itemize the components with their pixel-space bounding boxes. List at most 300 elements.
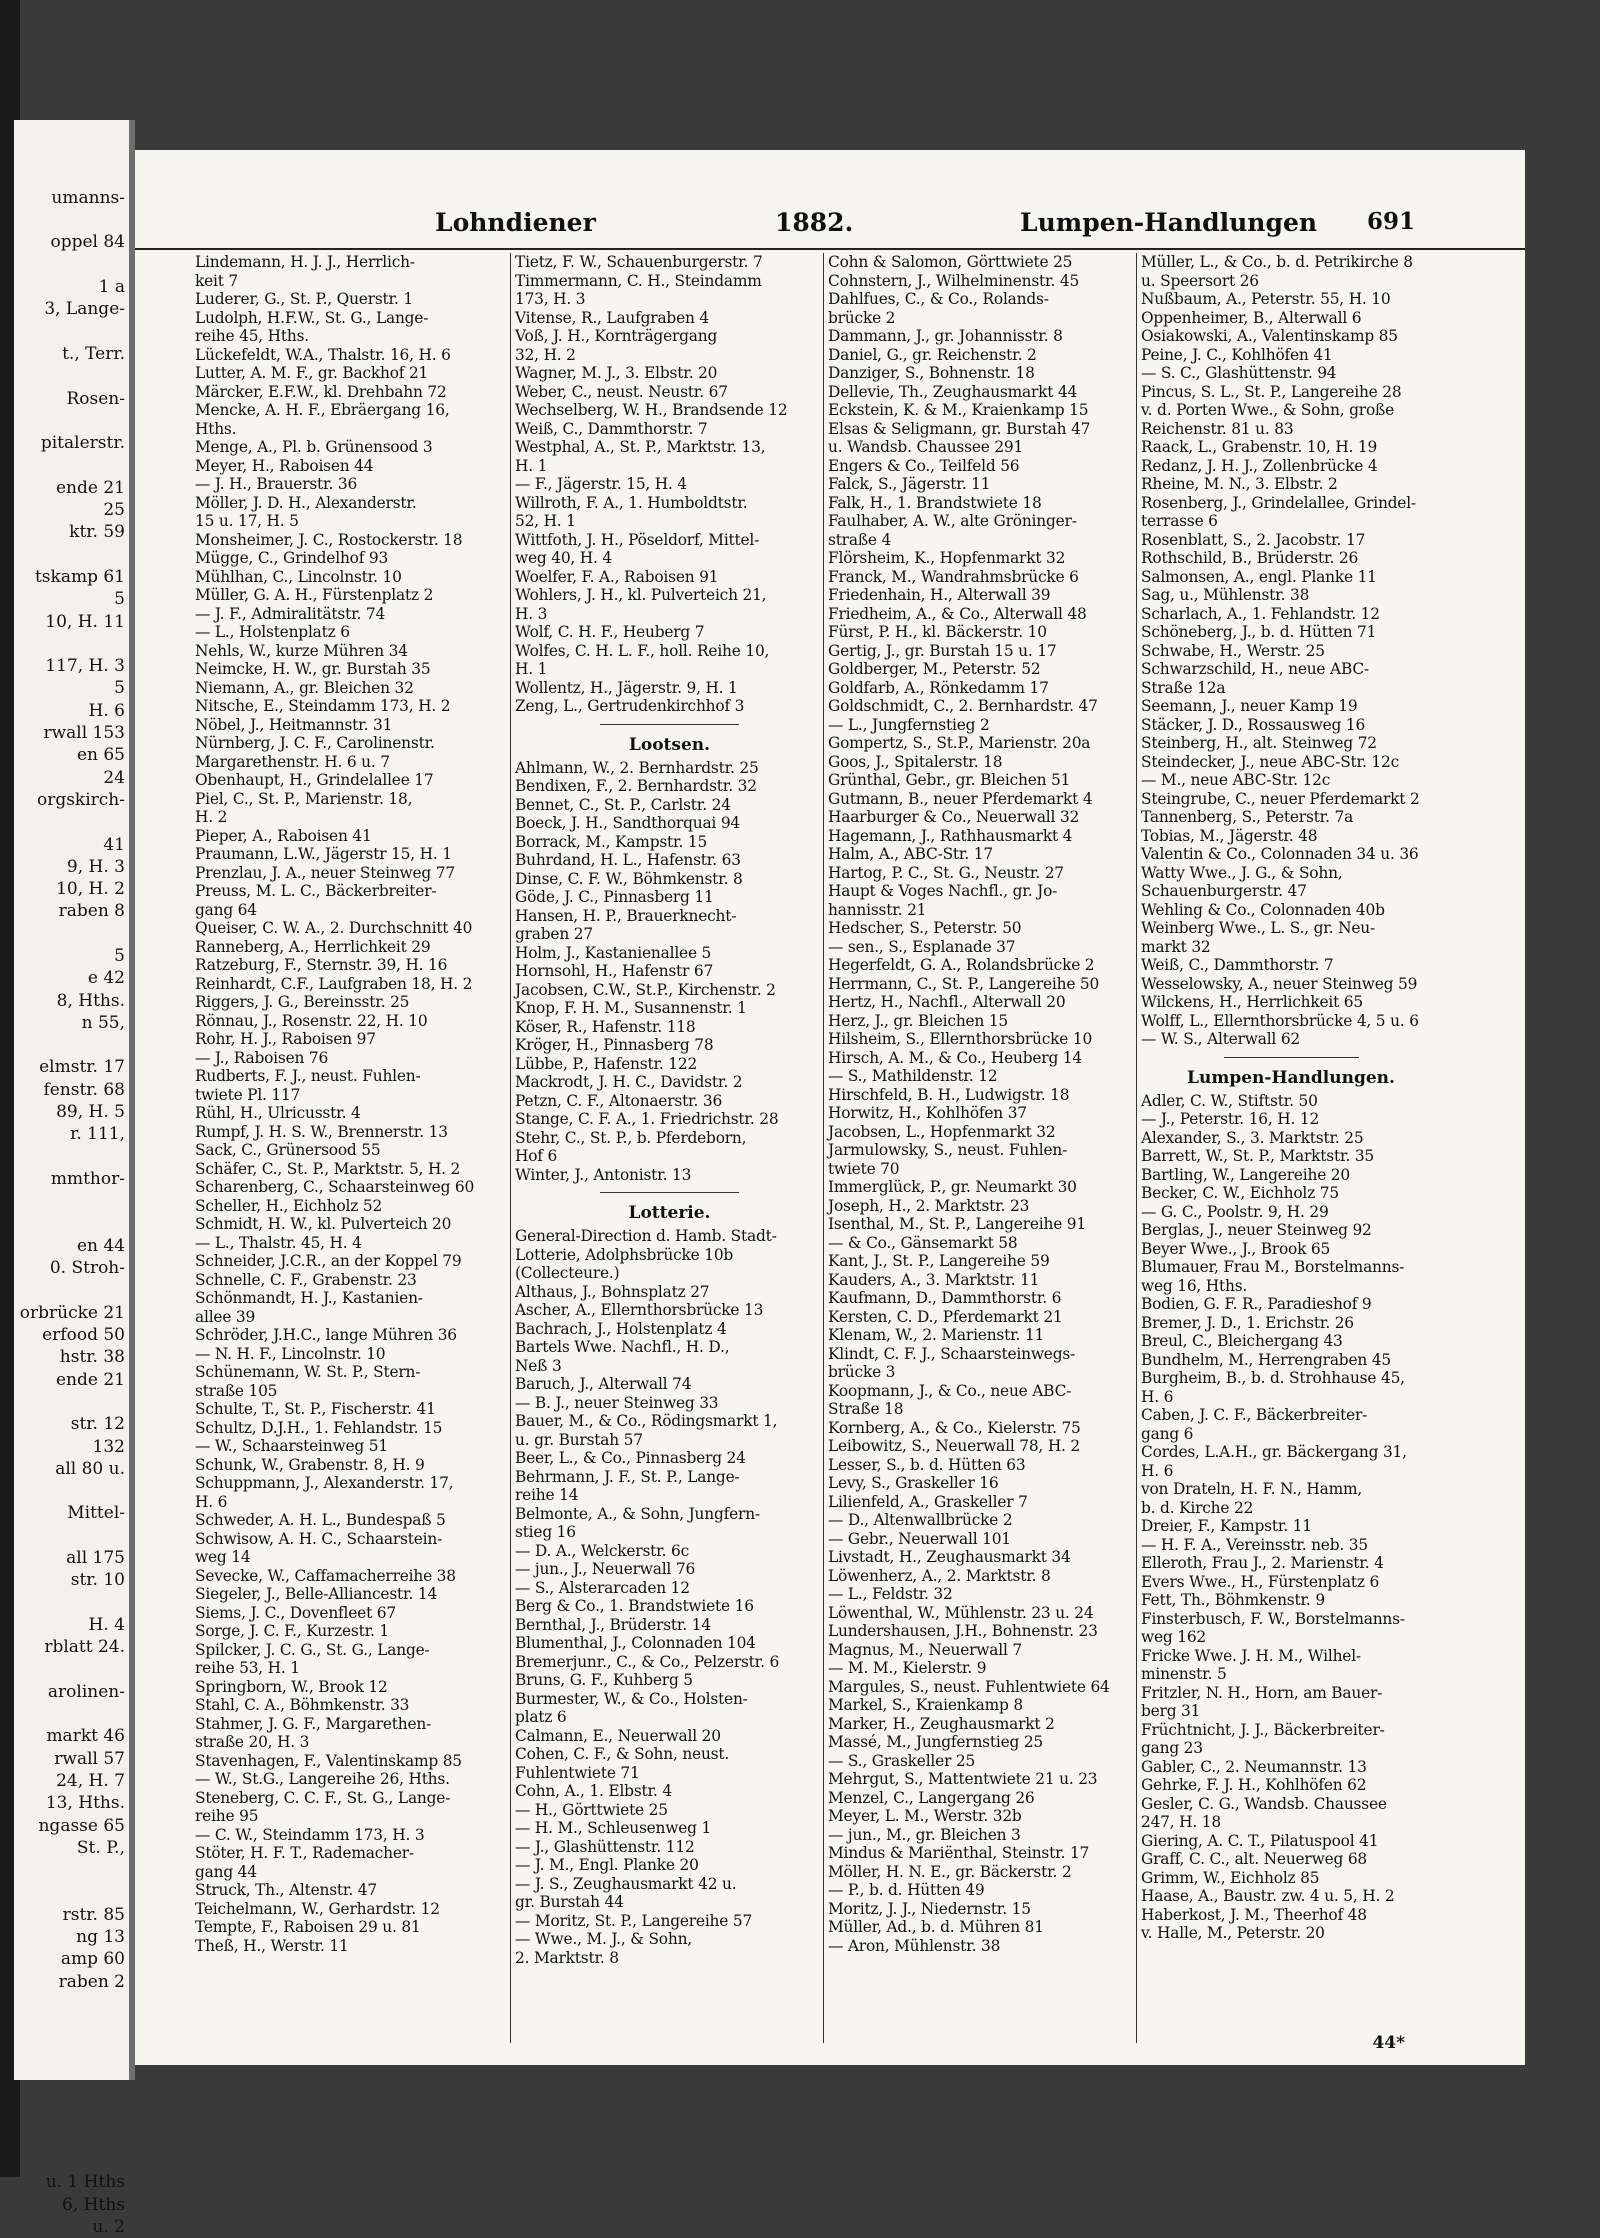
directory-entry: Grünthal, Gebr., gr. Bleichen 51: [828, 771, 1071, 789]
directory-entry: Kaufmann, D., Dammthorstr. 6: [828, 1289, 1062, 1307]
column-3: [823, 253, 1137, 2043]
left-page-line: 10, H. 11: [45, 611, 125, 632]
directory-entry: Mühlhan, C., Lincolnstr. 10: [195, 567, 402, 586]
directory-entry: u. gr. Burstah 57: [515, 1430, 643, 1449]
directory-entry: Isenthal, M., St. P., Langereihe 91: [828, 1215, 1086, 1233]
directory-entry: reihe 45, Hths.: [195, 327, 309, 345]
directory-entry: 173, H. 3: [515, 290, 586, 308]
directory-entry: Hirsch, A. M., & Co., Heuberg 14: [828, 1048, 1082, 1067]
left-page-line: str. 10: [70, 1570, 125, 1591]
left-page-line: [14, 544, 129, 566]
left-page-line: ng 13: [76, 1927, 125, 1948]
directory-entry: Stahl, C. A., Böhmkenstr. 33: [195, 1696, 410, 1714]
directory-entry: Wehling & Co., Colonnaden 40b: [1141, 900, 1385, 919]
left-page-line: 89, H. 5: [56, 1102, 125, 1123]
directory-entry: — C. W., Steindamm 173, H. 3: [195, 1825, 425, 1844]
directory-entry: Mencke, A. H. F., Ebräergang 16,: [195, 401, 450, 419]
left-page-line: [14, 120, 129, 142]
left-page-line: 10, H. 2: [56, 879, 125, 900]
directory-entry: platz 6: [515, 1708, 567, 1726]
directory-entry: Wolfes, C. H. L. F., holl. Reihe 10,: [515, 641, 770, 660]
directory-entry: Schöneberg, J., b. d. Hütten 71: [1141, 623, 1377, 641]
left-page-line: [14, 410, 129, 432]
directory-entry: Bremerjunr., C., & Co., Pelzerstr. 6: [515, 1652, 780, 1671]
left-page-line: Mittel-: [67, 1503, 125, 1524]
directory-entry: gang 64: [195, 900, 257, 919]
left-page-line: 24: [103, 767, 125, 788]
directory-entry: Cohn & Salomon, Görttwiete 25: [828, 253, 1073, 271]
directory-entry: Schweder, A. H. L., Bundespaß 5: [195, 1511, 446, 1529]
directory-entry: Osiakowski, A., Valentinskamp 85: [1141, 327, 1398, 345]
directory-entry: Knop, F. H. M., Susannenstr. 1: [515, 999, 747, 1017]
left-page-line: [14, 365, 129, 387]
directory-entry: Scharlach, A., 1. Fehlandstr. 12: [1141, 604, 1380, 623]
directory-entry: Redanz, J. H. J., Zollenbrücke 4: [1141, 456, 1378, 475]
directory-entry: Breul, C., Bleichergang 43: [1141, 1332, 1343, 1350]
directory-entry: Gesler, C. G., Wandsb. Chaussee: [1141, 1794, 1387, 1813]
directory-entry: Hedscher, S., Peterstr. 50: [828, 919, 1022, 937]
directory-entry: Luderer, G., St. P., Querstr. 1: [195, 290, 413, 308]
directory-entry: Cohn, A., 1. Elbstr. 4: [515, 1782, 672, 1800]
directory-entry: Dahlfues, C., & Co., Rolands-: [828, 290, 1049, 308]
directory-entry: Rönnau, J., Rosenstr. 22, H. 10: [195, 1011, 428, 1030]
directory-entry: Neimcke, H. W., gr. Burstah 35: [195, 660, 431, 678]
left-page-line: 8, Hths.: [56, 990, 125, 1011]
directory-entry: Pieper, A., Raboisen 41: [195, 826, 372, 845]
left-page-line: [14, 454, 129, 476]
directory-entry: Schauenburgerstr. 47: [1141, 882, 1307, 900]
directory-entry: Sag, u., Mühlenstr. 38: [1141, 586, 1310, 604]
directory-entry: Wechselberg, W. H., Brandsende 12: [515, 401, 788, 419]
directory-entry: H. 6: [1141, 1461, 1174, 1480]
directory-entry: von Drateln, H. F. N., Hamm,: [1141, 1480, 1363, 1498]
left-page-line: 5: [114, 945, 125, 966]
directory-entry: Buhrdand, H. L., Hafenstr. 63: [515, 851, 741, 869]
section-heading: Lootsen.: [628, 734, 711, 755]
left-page-line: en 44: [76, 1235, 125, 1256]
left-page-line: orgskirch-: [36, 789, 125, 810]
left-page-line: 9, H. 3: [66, 856, 125, 877]
directory-entry: Menge, A., Pl. b. Grünensood 3: [195, 438, 433, 456]
directory-entry: Weinberg Wwe., L. S., gr. Neu-: [1141, 919, 1376, 937]
left-page-line: en 65: [76, 745, 125, 766]
directory-entry: — jun., J., Neuerwall 76: [515, 1560, 696, 1578]
left-page-line: ende 21: [56, 1369, 125, 1390]
column-1: [195, 253, 508, 2043]
directory-entry: Reinhardt, C.F., Laufgraben 18, H. 2: [195, 974, 473, 993]
directory-entry: Danziger, S., Bohnenstr. 18: [828, 364, 1035, 382]
header-section-title: Lumpen-Handlungen: [1020, 208, 1318, 237]
directory-entry: H. 1: [515, 456, 548, 475]
directory-entry: — N. H. F., Lincolnstr. 10: [195, 1344, 386, 1363]
directory-entry: Tobias, M., Jägerstr. 48: [1141, 826, 1318, 845]
directory-entry: — J., Glashüttenstr. 112: [515, 1837, 695, 1856]
directory-entry: Goldfarb, A., Rönkedamm 17: [828, 678, 1049, 697]
directory-entry: Baruch, J., Alterwall 74: [515, 1375, 692, 1393]
directory-entry: Hagemann, J., Rathhausmarkt 4: [828, 826, 1073, 845]
directory-entry: Elleroth, Frau J., 2. Marienstr. 4: [1141, 1554, 1384, 1572]
directory-entry: Neß 3: [515, 1356, 562, 1375]
directory-entry: Struck, Th., Altenstr. 47: [195, 1881, 377, 1899]
directory-entry: Mehrgut, S., Mattentwiete 21 u. 23: [828, 1770, 1098, 1788]
directory-entry: Belmonte, A., & Sohn, Jungfern-: [515, 1504, 760, 1523]
directory-entry: gang 23: [1141, 1739, 1203, 1757]
directory-entry: Cohnstern, J., Wilhelminenstr. 45: [828, 271, 1080, 290]
directory-entry: — G. C., Poolstr. 9, H. 29: [1141, 1202, 1329, 1221]
directory-entry: — J. H., Brauerstr. 36: [195, 475, 358, 493]
left-page-line: 3, Lange-: [44, 299, 125, 320]
directory-entry: Petzn, C. F., Altonaerstr. 36: [515, 1091, 723, 1110]
directory-entry: Schwarzschild, H., neue ABC-: [1141, 660, 1369, 678]
directory-entry: Stehr, C., St. P., b. Pferdeborn,: [515, 1128, 747, 1147]
directory-entry: Friedenhain, H., Alterwall 39: [828, 586, 1051, 604]
directory-entry: Lindemann, H. J. J., Herrlich-: [195, 253, 415, 271]
left-page-line: 41: [103, 834, 125, 855]
directory-entry: — Aron, Mühlenstr. 38: [828, 1936, 1001, 1955]
page-number: 691: [1367, 208, 1416, 235]
directory-entry: — H. M., Schleusenweg 1: [515, 1819, 712, 1837]
left-page-line: [14, 633, 129, 655]
directory-entry: Wilckens, H., Herrlichkeit 65: [1141, 993, 1363, 1011]
left-page-line: Rosen-: [66, 388, 125, 409]
directory-entry: weg 40, H. 4: [515, 549, 612, 567]
directory-entry: — H. F. A., Vereinsstr. neb. 35: [1141, 1535, 1368, 1554]
directory-entry: H. 2: [195, 808, 228, 826]
left-page-line: e 42: [87, 968, 125, 989]
directory-entry: Voß, J. H., Kornträgergang: [515, 327, 718, 345]
directory-entry: Herrmann, C., St. P., Langereihe 50: [828, 974, 1100, 993]
directory-entry: — L., Holstenplatz 6: [195, 623, 350, 641]
directory-entry: Haase, A., Baustr. zw. 4 u. 5, H. 2: [1141, 1887, 1395, 1905]
left-page-line: [14, 811, 129, 833]
left-page-line: fenstr. 68: [43, 1079, 125, 1100]
directory-columns: [195, 253, 1495, 2043]
directory-entry: — J. F., Admiralitätstr. 74: [195, 604, 386, 623]
left-page-line: rwall 57: [54, 1748, 125, 1769]
directory-entry: Mackrodt, J. H. C., Davidstr. 2: [515, 1073, 743, 1091]
directory-entry: Schönmandt, H. J., Kastanien-: [195, 1289, 423, 1307]
directory-entry: Rosenberg, J., Grindelallee, Grindel-: [1141, 493, 1416, 512]
directory-entry: Beer, L., & Co., Pinnasberg 24: [515, 1449, 746, 1467]
directory-entry: Nürnberg, J. C. F., Carolinenstr.: [195, 734, 435, 752]
directory-entry: Haarburger & Co., Neuerwall 32: [828, 808, 1080, 826]
directory-entry: Bernthal, J., Brüderstr. 14: [515, 1615, 711, 1634]
directory-entry: Theß, H., Werstr. 11: [195, 1936, 349, 1955]
directory-entry: Berglas, J., neuer Steinweg 92: [1141, 1221, 1372, 1239]
directory-entry: Schneider, J.C.R., an der Koppel 79: [195, 1252, 462, 1270]
directory-entry: Friedheim, A., & Co., Alterwall 48: [828, 604, 1087, 623]
directory-entry: Goos, J., Spitalerstr. 18: [828, 752, 1003, 771]
directory-entry: Siems, J. C., Dovenfleet 67: [195, 1603, 396, 1622]
directory-entry: H. 3: [515, 604, 548, 623]
directory-entry: v. Halle, M., Peterstr. 20: [1141, 1924, 1325, 1942]
left-page-line: [14, 1146, 129, 1168]
directory-entry: Queiser, C. W. A., 2. Durchschnitt 40: [195, 919, 473, 937]
directory-entry: — L., Jungfernstieg 2: [828, 715, 990, 734]
left-page-line: u. 2: [92, 2216, 125, 2237]
directory-entry: Stöter, H. F. T., Rademacher-: [195, 1844, 414, 1862]
directory-entry: Reichenstr. 81 u. 83: [1141, 419, 1294, 438]
directory-entry: Peine, J. C., Kohlhöfen 41: [1141, 345, 1333, 364]
left-page-line: all 175: [66, 1548, 125, 1568]
left-page-line: 132: [92, 1436, 125, 1457]
directory-entry: Holm, J., Kastanienallee 5: [515, 943, 712, 962]
directory-entry: Dammann, J., gr. Johannisstr. 8: [828, 327, 1063, 345]
left-page-line: raben 2: [58, 1971, 125, 1992]
directory-entry: weg 162: [1141, 1628, 1207, 1646]
directory-entry: Kornberg, A., & Co., Kielerstr. 75: [828, 1418, 1081, 1437]
directory-entry: Ranneberg, A., Herrlichkeit 29: [195, 937, 431, 956]
left-page-line: rwall 153: [43, 723, 125, 744]
left-page-line: 13, Hths.: [45, 1793, 125, 1814]
directory-entry: Raack, L., Grabenstr. 10, H. 19: [1141, 438, 1378, 456]
directory-entry: Müller, Ad., b. d. Mühren 81: [828, 1918, 1044, 1936]
directory-entry: Valentin & Co., Colonnaden 34 u. 36: [1141, 845, 1419, 863]
directory-entry: — J., Raboisen 76: [195, 1048, 329, 1067]
left-page-line: H. 4: [88, 1614, 125, 1635]
directory-entry: Löwenherz, A., 2. Marktstr. 8: [828, 1566, 1051, 1585]
directory-entry: Fritzler, N. H., Horn, am Bauer-: [1141, 1683, 1383, 1702]
directory-entry: Gertig, J., gr. Burstah 15 u. 17: [828, 641, 1057, 660]
directory-entry: Haberkost, J. M., Theerhof 48: [1141, 1905, 1367, 1924]
left-page-line: [14, 1525, 129, 1547]
directory-entry: 2. Marktstr. 8: [515, 1948, 619, 1967]
header-left-title: Lohndiener: [435, 208, 596, 237]
directory-entry: weg 16, Hths.: [1141, 1276, 1248, 1295]
directory-entry: markt 32: [1141, 937, 1211, 956]
directory-entry: Willroth, F. A., 1. Humboldtstr.: [515, 493, 748, 512]
directory-entry: graben 27: [515, 925, 593, 943]
directory-entry: Hansen, H. P., Brauerknecht-: [515, 906, 737, 925]
directory-entry: Hirschfeld, B. H., Ludwigstr. 18: [828, 1085, 1070, 1104]
directory-entry: Praumann, L.W., Jägerstr 15, H. 1: [195, 845, 452, 863]
directory-entry: Adler, C. W., Stiftstr. 50: [1141, 1091, 1318, 1110]
directory-entry: — P., b. d. Hütten 49: [828, 1881, 985, 1899]
directory-entry: 52, H. 1: [515, 512, 576, 530]
directory-entry: Bremer, J. D., 1. Erichstr. 26: [1141, 1313, 1354, 1332]
directory-entry: Tannenberg, S., Peterstr. 7a: [1141, 808, 1354, 826]
directory-entry: Rumpf, J. H. S. W., Brennerstr. 13: [195, 1122, 448, 1141]
left-page-line: [14, 209, 129, 231]
left-page-line: hstr. 38: [59, 1347, 125, 1368]
directory-entry: Jacobsen, L., Hopfenmarkt 32: [828, 1122, 1056, 1141]
left-page-line: [14, 1213, 129, 1235]
left-page-line: 25: [103, 500, 125, 521]
left-page-line: [14, 1658, 129, 1680]
directory-entry: Riggers, J. G., Bereinsstr. 25: [195, 993, 410, 1011]
directory-entry: reihe 14: [515, 1486, 579, 1504]
directory-entry: hannisstr. 21: [828, 900, 927, 919]
left-page-line: [14, 1480, 129, 1502]
directory-entry: Bennet, C., St. P., Carlstr. 24: [515, 795, 731, 814]
directory-entry: straße 105: [195, 1381, 278, 1400]
directory-entry: (Collecteure.): [515, 1264, 620, 1282]
directory-entry: Bartling, W., Langereihe 20: [1141, 1165, 1350, 1184]
left-page-line: 24, H. 7: [56, 1770, 125, 1791]
directory-entry: Barrett, W., St. P., Marktstr. 35: [1141, 1147, 1375, 1165]
directory-entry: Ludolph, H.F.W., St. G., Lange-: [195, 308, 429, 327]
directory-entry: General-Direction d. Hamb. Stadt-: [515, 1227, 777, 1245]
directory-entry: 32, H. 2: [515, 345, 576, 364]
directory-entry: Alexander, S., 3. Marktstr. 25: [1141, 1128, 1364, 1147]
left-page-line: 6, Hths: [62, 2194, 125, 2215]
directory-entry: Dellevie, Th., Zeughausmarkt 44: [828, 382, 1078, 401]
section-heading: Lumpen-Handlungen.: [1187, 1067, 1395, 1088]
directory-entry: Elsas & Seligmann, gr. Burstah 47: [828, 419, 1091, 438]
section-divider: [1224, 1057, 1359, 1058]
directory-entry: Meyer, L. M., Werstr. 32b: [828, 1807, 1022, 1825]
directory-entry: Schultz, D.J.H., 1. Fehlandstr. 15: [195, 1418, 443, 1437]
directory-entry: Wollentz, H., Jägerstr. 9, H. 1: [515, 678, 738, 697]
left-page-line: [14, 1881, 129, 1903]
directory-entry: Klenam, W., 2. Marienstr. 11: [828, 1326, 1045, 1344]
left-page-line: [14, 2060, 129, 2082]
left-page-line: str. 12: [70, 1414, 125, 1435]
directory-entry: Watty Wwe., J. G., & Sohn,: [1141, 863, 1343, 882]
left-page-line: ngasse 65: [38, 1815, 125, 1836]
directory-entry: — W., Schaarsteinweg 51: [195, 1437, 388, 1455]
directory-entry: weg 14: [195, 1548, 251, 1566]
directory-entry: Wittfoth, J. H., Pöseldorf, Mittel-: [515, 530, 760, 549]
directory-entry: Schwabe, H., Werstr. 25: [1141, 641, 1325, 660]
directory-entry: Timmermann, C. H., Steindamm: [515, 271, 762, 290]
directory-entry: Sack, C., Grünersood 55: [195, 1141, 381, 1159]
directory-entry: Hegerfeldt, G. A., Rolandsbrücke 2: [828, 956, 1095, 974]
directory-entry: Graff, C. C., alt. Neuerweg 68: [1141, 1850, 1368, 1868]
directory-entry: Siegeler, J., Belle-Alliancestr. 14: [195, 1585, 438, 1603]
directory-entry: Stäcker, J. D., Rossausweg 16: [1141, 715, 1366, 734]
directory-entry: — & Co., Gänsemarkt 58: [828, 1233, 1018, 1252]
left-page-line: n 55,: [81, 1012, 125, 1033]
directory-entry: Dinse, C. F. W., Böhmkenstr. 8: [515, 869, 743, 888]
directory-entry: Levy, S., Graskeller 16: [828, 1474, 999, 1492]
directory-entry: Teichelmann, W., Gerhardstr. 12: [195, 1899, 440, 1918]
left-page-line: [14, 2127, 129, 2149]
left-page-line: [14, 1391, 129, 1413]
directory-entry: — J., Peterstr. 16, H. 12: [1141, 1110, 1320, 1128]
directory-entry: Nußbaum, A., Peterstr. 55, H. 10: [1141, 290, 1391, 308]
directory-entry: v. d. Porten Wwe., & Sohn, große: [1141, 401, 1394, 419]
directory-entry: — F., Jägerstr. 15, H. 4: [515, 475, 688, 493]
directory-entry: Wesselowsky, A., neuer Steinweg 59: [1141, 974, 1418, 993]
section-divider: [600, 724, 739, 725]
directory-entry: Falck, S., Jägerstr. 11: [828, 475, 991, 493]
directory-entry: — L., Thalstr. 45, H. 4: [195, 1233, 362, 1252]
directory-entry: Scheller, H., Eichholz 52: [195, 1196, 383, 1215]
directory-entry: H. 6: [1141, 1387, 1174, 1406]
left-page-line: r. 111,: [70, 1124, 125, 1145]
directory-entry: straße 20, H. 3: [195, 1733, 310, 1751]
directory-entry: brücke 2: [828, 308, 896, 327]
directory-entry: Gehrke, F. J. H., Kohlhöfen 62: [1141, 1776, 1367, 1794]
left-page-line: raben 8: [58, 901, 125, 922]
directory-entry: Wagner, M. J., 3. Elbstr. 20: [515, 364, 718, 382]
directory-entry: Scharenberg, C., Schaarsteinweg 60: [195, 1178, 475, 1196]
directory-entry: Becker, C. W., Eichholz 75: [1141, 1184, 1339, 1202]
directory-entry: 247, H. 18: [1141, 1813, 1221, 1831]
directory-entry: Althaus, J., Bohnsplatz 27: [515, 1282, 710, 1301]
directory-entry: Livstadt, H., Zeughausmarkt 34: [828, 1548, 1071, 1566]
directory-entry: Jacobsen, C.W., St.P., Kirchenstr. 2: [515, 980, 776, 999]
directory-entry: Göde, J. C., Pinnasberg 11: [515, 888, 714, 906]
directory-entry: Bartels Wwe. Nachfl., H. D.,: [515, 1338, 730, 1356]
directory-entry: — S., Alsterarcaden 12: [515, 1578, 690, 1597]
left-page-line: arolinen-: [47, 1681, 125, 1702]
directory-entry: Faulhaber, A. W., alte Gröninger-: [828, 512, 1077, 530]
directory-entry: Behrmann, J. F., St. P., Lange-: [515, 1467, 740, 1486]
directory-entry: Schnelle, C. F., Grabenstr. 23: [195, 1270, 417, 1289]
previous-page-fragment: [14, 120, 132, 2237]
directory-entry: Schmidt, H. W., kl. Pulverteich 20: [195, 1215, 452, 1233]
directory-entry: Lübbe, P., Hafenstr. 122: [515, 1054, 698, 1073]
directory-entry: Sevecke, W., Caffamacherreihe 38: [195, 1566, 456, 1585]
directory-entry: Finsterbusch, F. W., Borstelmanns-: [1141, 1609, 1405, 1628]
directory-entry: Straße 18: [828, 1400, 904, 1418]
directory-entry: Vitense, R., Laufgraben 4: [515, 308, 709, 327]
directory-entry: Horwitz, H., Kohlhöfen 37: [828, 1104, 1027, 1122]
directory-entry: Margules, S., neust. Fuhlentwiete 64: [828, 1677, 1110, 1696]
directory-entry: Schuppmann, J., Alexanderstr. 17,: [195, 1474, 454, 1492]
directory-entry: Möller, H. N. E., gr. Bäckerstr. 2: [828, 1862, 1072, 1881]
section-heading: Lotterie.: [628, 1203, 711, 1223]
directory-entry: Seemann, J., neuer Kamp 19: [1141, 697, 1358, 715]
directory-entry: Wolf, C. H. F., Heuberg 7: [515, 623, 705, 641]
directory-entry: Gutmann, B., neuer Pferdemarkt 4: [828, 789, 1093, 808]
directory-entry: Mindus & Mariënthal, Steinstr. 17: [828, 1844, 1090, 1862]
left-page-line: markt 46: [46, 1726, 125, 1747]
left-page-line: 1 a: [98, 277, 125, 298]
directory-entry: Moritz, J. J., Niedernstr. 15: [828, 1899, 1031, 1918]
directory-entry: Falk, H., 1. Brandstwiete 18: [828, 493, 1042, 512]
directory-entry: 15 u. 17, H. 5: [195, 512, 299, 530]
directory-entry: Nitsche, E., Steindamm 173, H. 2: [195, 697, 451, 715]
directory-entry: b. d. Kirche 22: [1141, 1498, 1254, 1517]
directory-entry: — M. M., Kielerstr. 9: [828, 1659, 987, 1677]
directory-entry: Magnus, M., Neuerwall 7: [828, 1640, 1022, 1659]
directory-entry: — S. C., Glashüttenstr. 94: [1141, 364, 1337, 382]
directory-entry: Menzel, C., Langergang 26: [828, 1788, 1035, 1807]
directory-entry: Fricke Wwe. J. H. M., Wilhel-: [1141, 1646, 1361, 1665]
directory-entry: Goldschmidt, C., 2. Bernhardstr. 47: [828, 697, 1098, 715]
directory-entry: Bachrach, J., Holstenplatz 4: [515, 1319, 727, 1338]
directory-entry: Hartog, P. C., St. G., Neustr. 27: [828, 863, 1064, 882]
directory-entry: Monsheimer, J. C., Rostockerstr. 18: [195, 530, 463, 549]
column-2: [510, 253, 824, 2043]
directory-entry: — Wwe., M. J., & Sohn,: [515, 1930, 692, 1948]
directory-entry: Prenzlau, J. A., neuer Steinweg 77: [195, 863, 455, 882]
left-page-line: 5: [114, 678, 125, 699]
directory-entry: keit 7: [195, 271, 239, 290]
directory-entry: Köser, R., Hafenstr. 118: [515, 1017, 696, 1036]
left-page-line: erfood 50: [42, 1325, 125, 1346]
directory-entry: Sorge, J. C. F., Kurzestr. 1: [195, 1622, 390, 1640]
left-page-line: umanns-: [51, 187, 125, 208]
directory-entry: Hornsohl, H., Hafenstr 67: [515, 962, 714, 980]
directory-entry: Lotterie, Adolphsbrücke 10b: [515, 1245, 734, 1264]
directory-entry: Salmonsen, A., engl. Planke 11: [1141, 567, 1377, 586]
directory-entry: Beyer Wwe., J., Brook 65: [1141, 1239, 1331, 1258]
directory-entry: Zeng, L., Gertrudenkirchhof 3: [515, 697, 745, 715]
directory-entry: Steneberg, C. C. F., St. G., Lange-: [195, 1788, 451, 1807]
directory-entry: Kröger, H., Pinnasberg 78: [515, 1036, 714, 1054]
directory-entry: Hertz, H., Nachfl., Alterwall 20: [828, 993, 1066, 1011]
directory-entry: Lutter, A. M. F., gr. Backhof 21: [195, 364, 429, 382]
directory-page: [135, 150, 1525, 2065]
directory-entry: Obenhaupt, H., Grindelallee 17: [195, 771, 434, 789]
directory-entry: Schunk, W., Grabenstr. 8, H. 9: [195, 1455, 425, 1474]
directory-entry: Rosenblatt, S., 2. Jacobstr. 17: [1141, 530, 1366, 549]
directory-entry: reihe 95: [195, 1807, 259, 1825]
